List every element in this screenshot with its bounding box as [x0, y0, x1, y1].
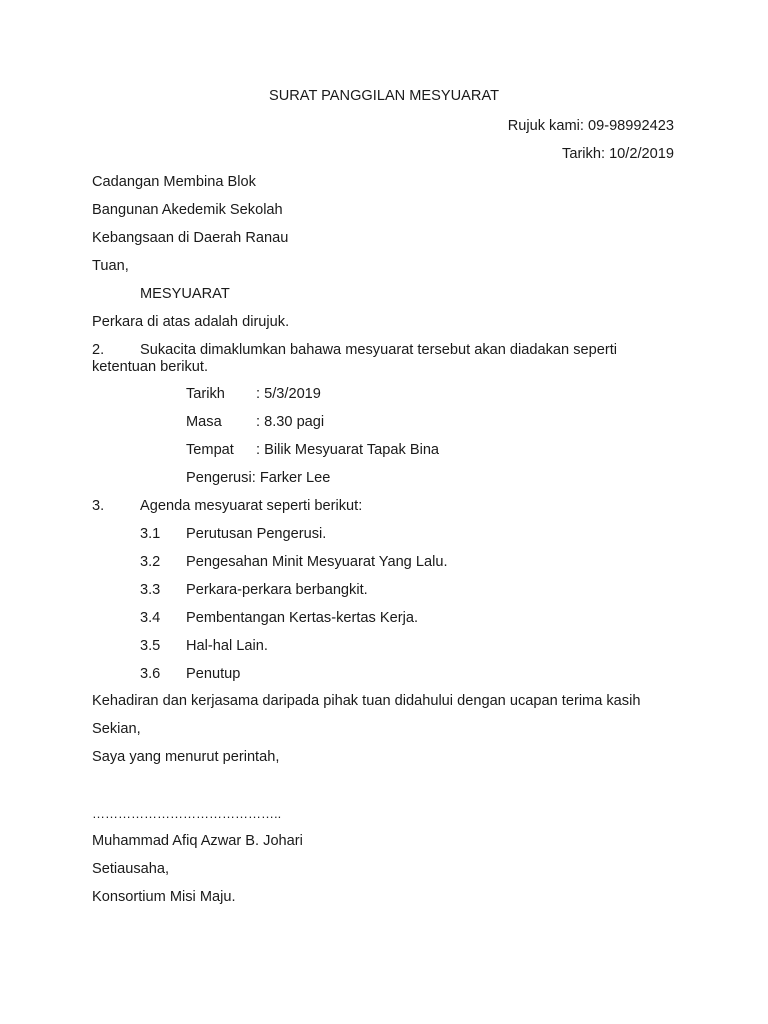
detail-row-time	[186, 413, 324, 431]
reference-number: Rujuk kami: 09-98992423	[507, 118, 674, 134]
address-line-1: Cadangan Membina Blok	[92, 174, 256, 190]
agenda-item-text: Pembentangan Kertas-kertas Kerja.	[186, 610, 419, 626]
detail-row-venue	[186, 441, 439, 459]
agenda-item-text: Hal-hal Lain.	[186, 638, 268, 654]
address-line-2: Bangunan Akedemik Sekolah	[92, 202, 283, 218]
agenda-item-number: 3.4	[140, 610, 161, 626]
agenda-item-text: Pengesahan Minit Mesyuarat Yang Lalu.	[186, 554, 448, 570]
agenda-item-number: 3.1	[140, 526, 161, 542]
letter-date: Tarikh: 10/2/2019	[562, 146, 674, 162]
agenda-item-text: Perutusan Pengerusi.	[186, 526, 327, 542]
para3-text: Agenda mesyuarat seperti berikut:	[140, 498, 363, 514]
detail-value: : 5/3/2019	[256, 386, 321, 402]
agenda-item-number: 3.3	[140, 582, 161, 598]
detail-value: : Bilik Mesyuarat Tapak Bina	[256, 442, 440, 458]
organization-name: Konsortium Misi Maju.	[92, 889, 236, 905]
salutation: Tuan,	[92, 258, 129, 274]
agenda-item-number: 3.6	[140, 666, 161, 682]
signatory-title: Setiausaha,	[92, 861, 170, 877]
detail-label: Tarikh	[186, 386, 225, 402]
para3-number: 3.	[92, 498, 105, 514]
sign-off: Sekian,	[92, 721, 141, 737]
detail-value: Farker Lee	[255, 470, 331, 486]
para2-number: 2.	[92, 342, 105, 358]
intro-paragraph: Perkara di atas adalah dirujuk.	[92, 314, 290, 330]
detail-label: Tempat	[186, 442, 234, 458]
signature-line: ……………………………………..	[92, 806, 282, 821]
letter-title: SURAT PANGGILAN MESYUARAT	[268, 88, 500, 104]
agenda-item-number: 3.5	[140, 638, 161, 654]
agenda-item-text: Penutup	[186, 666, 241, 682]
agenda-item-text: Perkara-perkara berbangkit.	[186, 582, 368, 598]
closing-paragraph: Kehadiran dan kerjasama daripada pihak tuan didahului dengan ucapan terima kasih	[92, 693, 641, 709]
detail-row-date	[186, 385, 321, 403]
para2-continuation: ketentuan berikut.	[92, 359, 209, 375]
address-line-3: Kebangsaan di Daerah Ranau	[92, 230, 289, 246]
agenda-item-number: 3.2	[140, 554, 161, 570]
signatory-name: Muhammad Afiq Azwar B. Johari	[92, 833, 303, 849]
detail-value: : 8.30 pagi	[256, 414, 325, 430]
detail-label: Pengerusi:	[186, 470, 256, 486]
detail-row-chair	[186, 469, 330, 487]
sign-off-order: Saya yang menurut perintah,	[92, 749, 280, 765]
para2-text: Sukacita dimaklumkan bahawa mesyuarat tersebut akan diadakan seperti	[140, 342, 617, 358]
subject-heading: MESYUARAT	[140, 286, 230, 302]
detail-label: Masa	[186, 414, 222, 430]
